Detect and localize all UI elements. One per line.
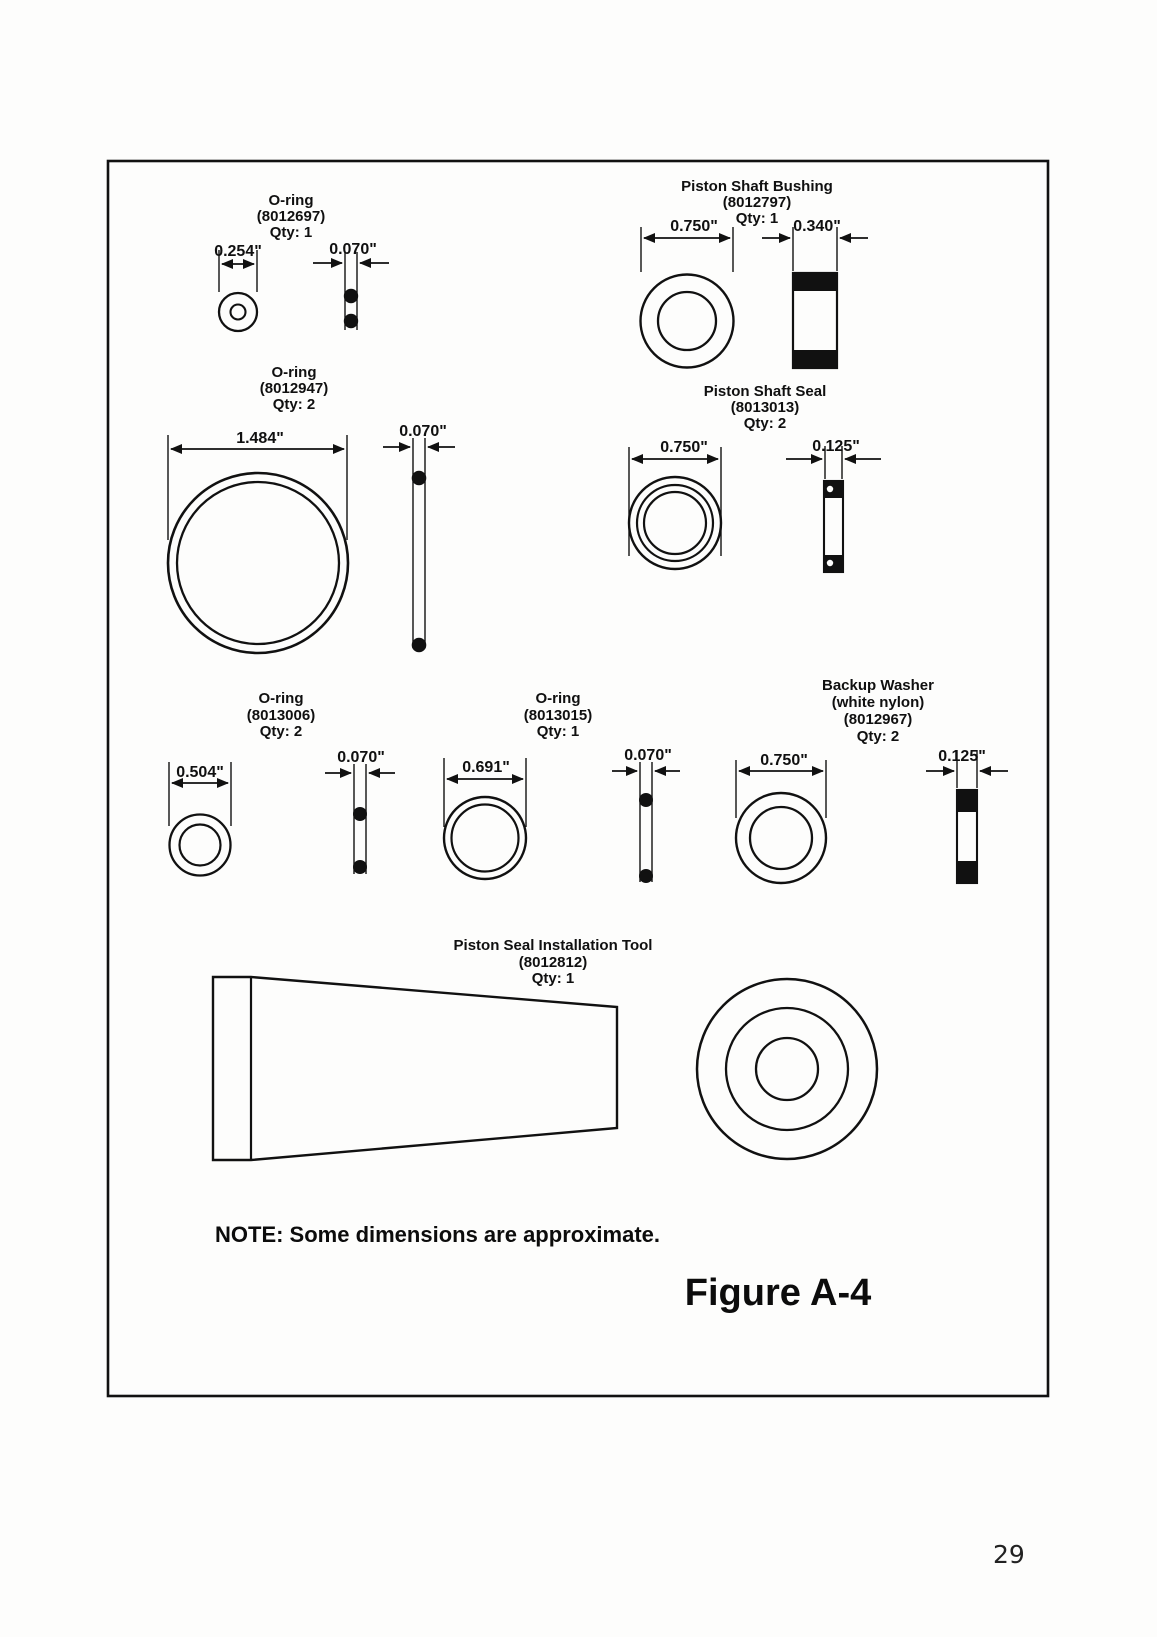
dim-value: 0.750" xyxy=(660,439,708,456)
inner-circle xyxy=(756,1038,818,1100)
part-installation-tool xyxy=(213,937,877,1160)
figure-border xyxy=(108,161,1048,1396)
oring-8012947-front-view xyxy=(168,473,348,653)
cross-section-dot xyxy=(639,869,653,883)
bushing-side-view xyxy=(793,273,837,368)
bushing-part-number-label: (8012797) xyxy=(722,194,792,211)
outer-circle xyxy=(629,477,721,569)
oring-8013015-qty-label: Qty: 1 xyxy=(536,723,580,740)
oring-8012947-part-number-label: (8012947) xyxy=(259,380,329,397)
oring-8012697-front-view xyxy=(219,293,257,331)
cross-section-dot xyxy=(344,314,358,328)
inner-circle xyxy=(658,292,716,350)
middle-circle xyxy=(637,485,713,561)
oring-8013015-cs-dimension xyxy=(612,747,680,771)
oring-8013006-cs-dimension xyxy=(325,749,395,773)
washer-qty-label: Qty: 2 xyxy=(856,728,900,745)
outer-circle xyxy=(697,979,877,1159)
dim-value: 0.070" xyxy=(329,241,377,258)
cross-section-dot xyxy=(412,471,427,486)
oring-8012947-side-view xyxy=(412,438,427,652)
part-oring-8013015 xyxy=(444,690,680,883)
washer-width-dimension xyxy=(926,748,1008,788)
seal-width-dimension xyxy=(786,438,881,479)
part-oring-8012697 xyxy=(214,192,389,331)
dim-value: 1.484" xyxy=(236,430,284,447)
outer-circle xyxy=(219,293,257,331)
dim-value: 0.070" xyxy=(337,749,385,766)
tool-qty-label: Qty: 1 xyxy=(531,970,575,987)
oring-8013015-front-view xyxy=(444,797,526,879)
dim-value: 0.340" xyxy=(793,218,841,235)
seal-front-view xyxy=(629,477,721,569)
part-backup-washer xyxy=(736,677,1008,883)
bushing-front-view xyxy=(641,275,734,368)
outer-circle xyxy=(444,797,526,879)
dim-value: 0.254" xyxy=(214,243,262,260)
dim-value: 0.691" xyxy=(462,759,510,776)
tool-part-number-label: (8012812) xyxy=(518,954,588,971)
dim-value: 0.070" xyxy=(624,747,672,764)
oring-8013006-part-number-label: (8013006) xyxy=(246,707,316,724)
dim-value: 0.125" xyxy=(812,438,860,455)
oring-8012697-cs-dimension xyxy=(313,241,389,263)
washer-name-label: Backup Washer xyxy=(822,677,934,694)
tool-front-view xyxy=(697,979,877,1159)
oring-8013015-part-number-label: (8013015) xyxy=(523,707,593,724)
washer-front-view xyxy=(736,793,826,883)
note-text: NOTE: Some dimensions are approximate. xyxy=(215,1222,661,1247)
top-band xyxy=(793,273,837,291)
seal-side-view xyxy=(824,481,843,572)
oring-8012697-qty-label: Qty: 1 xyxy=(269,224,313,241)
oring-8013015-od-dimension xyxy=(444,758,526,827)
dim-value: 0.070" xyxy=(399,423,447,440)
cross-section-dot xyxy=(412,638,427,653)
top-cap-hole xyxy=(827,486,833,492)
cross-section-dot xyxy=(344,289,358,303)
oring-8013015-side-view xyxy=(639,762,653,883)
tool-outline xyxy=(213,977,617,1160)
oring-8013006-name-label: O-ring xyxy=(258,690,304,707)
washer-side-view xyxy=(957,790,977,883)
page-number: 29 xyxy=(993,1540,1025,1569)
dim-value: 0.750" xyxy=(670,218,718,235)
bushing-name-label: Piston Shaft Bushing xyxy=(681,178,833,195)
oring-8012697-od-dimension xyxy=(214,243,262,292)
washer-material-label: (white nylon) xyxy=(831,694,925,711)
cross-section-dot xyxy=(353,807,367,821)
outer-circle xyxy=(168,473,348,653)
oring-8012947-name-label: O-ring xyxy=(271,364,317,381)
dim-value: 0.504" xyxy=(176,764,224,781)
oring-8012947-cs-dimension xyxy=(383,423,455,447)
bottom-cap xyxy=(957,861,977,883)
bushing-od-dimension xyxy=(641,218,733,272)
middle-circle xyxy=(726,1008,848,1130)
part-piston-shaft-seal xyxy=(629,383,881,572)
oring-8013006-qty-label: Qty: 2 xyxy=(259,723,303,740)
dim-value: 0.125" xyxy=(938,748,986,765)
oring-8013006-side-view xyxy=(353,764,367,874)
cross-section-dot xyxy=(353,860,367,874)
part-oring-8013006 xyxy=(169,690,395,876)
washer-part-number-label: (8012967) xyxy=(843,711,913,728)
oring-8012697-name-label: O-ring xyxy=(268,192,314,209)
bushing-qty-label: Qty: 1 xyxy=(735,210,779,227)
oring-8013006-front-view xyxy=(170,815,231,876)
figure-caption: Figure A-4 xyxy=(684,1272,872,1314)
tool-side-view xyxy=(213,977,617,1160)
inner-circle xyxy=(231,305,246,320)
tool-name-label: Piston Seal Installation Tool xyxy=(453,937,653,954)
oring-8012697-side-view xyxy=(344,252,358,330)
bottom-band xyxy=(793,350,837,368)
inner-circle xyxy=(177,482,339,644)
inner-circle xyxy=(644,492,706,554)
seal-part-number-label: (8013013) xyxy=(730,399,800,416)
part-oring-8012947 xyxy=(168,364,455,653)
top-cap xyxy=(957,790,977,812)
part-piston-shaft-bushing xyxy=(641,178,869,368)
dim-value: 0.750" xyxy=(760,752,808,769)
inner-circle xyxy=(750,807,812,869)
seal-name-label: Piston Shaft Seal xyxy=(703,383,827,400)
seal-od-dimension xyxy=(629,439,721,556)
oring-8012947-od-dimension xyxy=(168,430,347,540)
inner-circle xyxy=(452,805,519,872)
outer-circle xyxy=(641,275,734,368)
seal-qty-label: Qty: 2 xyxy=(743,415,787,432)
bottom-cap-hole xyxy=(827,560,833,566)
cross-section-dot xyxy=(639,793,653,807)
oring-8012697-part-number-label: (8012697) xyxy=(256,208,326,225)
oring-8012947-qty-label: Qty: 2 xyxy=(272,396,316,413)
inner-circle xyxy=(180,825,221,866)
oring-8013006-od-dimension xyxy=(169,762,231,826)
oring-8013015-name-label: O-ring xyxy=(535,690,581,707)
